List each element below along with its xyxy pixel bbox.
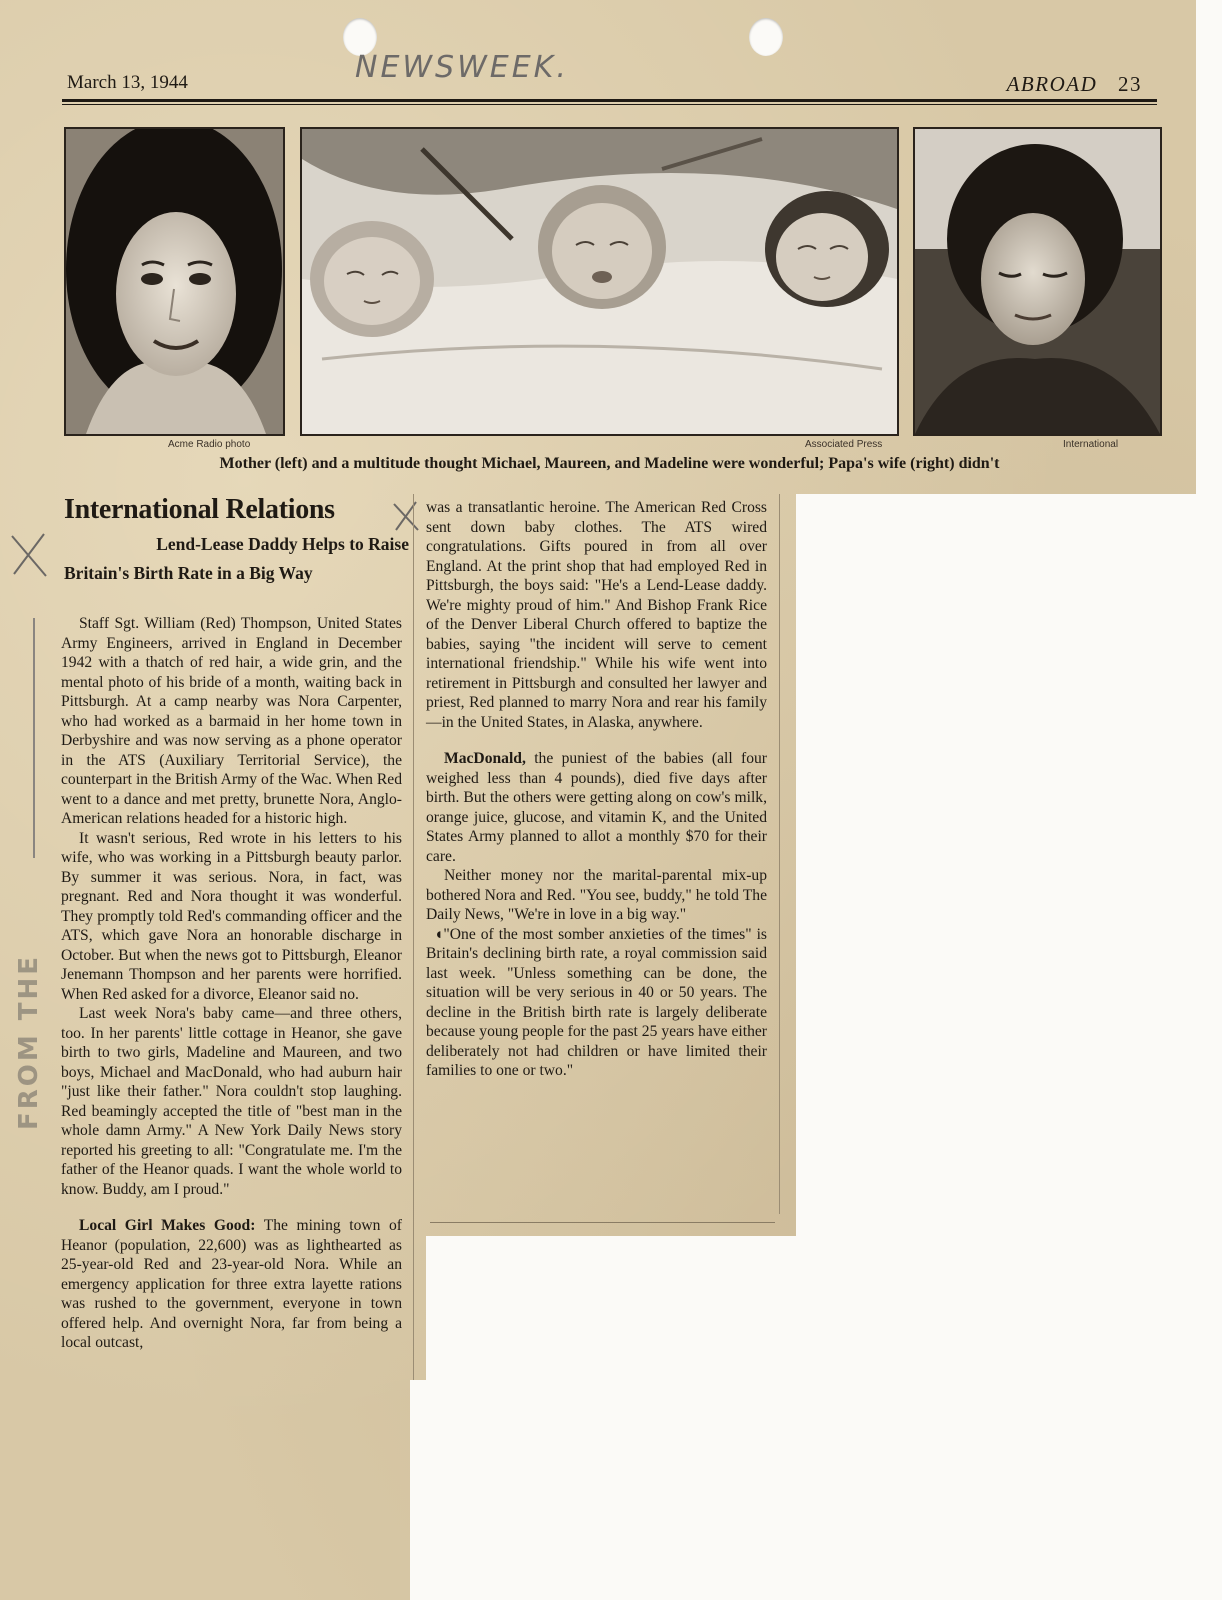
rubber-stamp: FROM THE bbox=[14, 953, 44, 1130]
section-name: ABROAD bbox=[1006, 72, 1098, 96]
paragraph: Staff Sgt. William (Red) Thompson, United States Army Engineers, arrived in England in December 1942 with a thatch of red hair, a wide grin, and the mental photo of his bride of a month, waiting back in Pittsburgh. At a camp nearby was Nora Carpenter, who had worked as a barmaid in her home town in Derbyshire and was now serving as a phone operator in the ATS (Auxiliary Territorial Service), the counterpart in the British Army of the Wac. When Red went to a dance and met pretty, brunette Nora, Anglo-American relations headed for a historic high. bbox=[61, 615, 402, 827]
photo-credit-center: Associated Press bbox=[805, 439, 883, 450]
mother-portrait-image bbox=[66, 129, 283, 434]
photo-credit-right: International bbox=[1063, 439, 1119, 450]
handwritten-note: NEWSWEEK. bbox=[355, 50, 569, 85]
paragraph: Last week Nora's baby came—and three others, too. In her parents' little cottage in Heanor, she gave birth to two girls, Madeline and Maureen, and two boys, Michael and MacDonald, who had auburn hair "just like their father." Nora couldn't stop laughing. Red beamingly accepted the title of "best man in the whole damn Army." A New York Daily News story reported his greeting to all: "Congratulate me. I'm the father of the Heanor quads. I want the whole world to know. Buddy, am I proud." bbox=[61, 1005, 402, 1198]
column-divider bbox=[413, 494, 414, 1394]
paragraph: Neither money nor the marital-parental mix-up bothered Nora and Red. "You see, buddy," he told The Daily News, "We're in love in a big way." bbox=[426, 867, 767, 923]
wife-portrait-image bbox=[915, 129, 1160, 434]
photo-credit-left: Acme Radio photo bbox=[168, 439, 251, 450]
header-rule-thick bbox=[62, 99, 1157, 102]
photo-caption: Mother (left) and a multitude thought Michael, Maureen, and Madeline were wonderful; Papa's wife (right) didn't bbox=[219, 455, 1000, 472]
photo-mother bbox=[64, 127, 285, 436]
pencil-x-mark-headline bbox=[392, 500, 420, 532]
photo-wife bbox=[913, 127, 1162, 436]
paragraph bbox=[426, 749, 767, 866]
paragraph bbox=[61, 1216, 402, 1353]
cutout-bottom-left-edge bbox=[410, 1380, 426, 1600]
cutout-bottom bbox=[426, 1236, 1222, 1600]
babies-image bbox=[302, 129, 897, 434]
paragraph-text: the puniest of the babies (all four weighed less than 4 pounds), died five days after birth. But the others were getting along on cow's milk, orange juice, glucose, and vitamin K, and the United States Army planned to allot a monthly $70 for their care. bbox=[426, 750, 767, 865]
article-subhead-line2: Britain's Birth Rate in a Big Way bbox=[64, 563, 313, 583]
paragraph-lead: Local Girl Makes Good: bbox=[79, 1217, 256, 1234]
pencil-x-mark-margin bbox=[8, 530, 50, 580]
article-column-1 bbox=[61, 614, 402, 1353]
header-rule-thin bbox=[62, 104, 1157, 105]
article-column-2 bbox=[426, 498, 767, 1081]
column-divider bbox=[779, 494, 780, 1214]
margin-right-edge bbox=[1196, 0, 1222, 494]
punch-hole-right bbox=[749, 18, 783, 56]
paragraph: ◖"One of the most somber anxieties of the times" is Britain's declining birth rate, a royal commission said last week. "Unless something can be done, the situation will be very serious in 40 or 50 years. The decline in the British birth rate is largely deliberate because young people for the past 25 years have either deliberately not had children or have limited their families to one or two." bbox=[426, 925, 767, 1079]
column-end-rule bbox=[430, 1222, 775, 1223]
paragraph-text: The mining town of Heanor (population, 22,600) was as lighthearted as 25-year-old Red and 23-year-old Nora. While an emergency application for three extra layette rations was rushed to the government, everyone in town offered help. And overnight Nora, far from being a local outcast, bbox=[61, 1217, 402, 1351]
pencil-margin-line bbox=[33, 618, 35, 858]
photo-babies bbox=[300, 127, 899, 436]
paragraph-lead: MacDonald, bbox=[444, 750, 526, 767]
section-title bbox=[1007, 72, 1142, 97]
page-number: 23 bbox=[1118, 72, 1142, 96]
paragraph: was a transatlantic heroine. The American Red Cross sent down baby clothes. The ATS wired congratulations. Gifts poured in from all over England. At the print shop that had employed Red in Pittsburgh, the boys said: "He's a Lend-Lease daddy. We're mighty proud of him." And Bishop Frank Rice of the Denver Liberal Church offered to baptize the babies, saying "the incident will serve to cement international friendship." While his wife went into retirement in Pittsburgh and consulted her lawyer and priest, Red planned to marry Nora and rear his family—in the United States, in Alaska, anywhere. bbox=[426, 499, 767, 731]
article-headline: International Relations bbox=[64, 494, 335, 525]
paragraph: It wasn't serious, Red wrote in his letters to his wife, who was working in a Pittsburgh beauty parlor. By summer it was serious. Nora, in fact, was pregnant. Red and Nora thought it was wonderful. They promptly told Red's commanding officer and the ATS, which gave Nora an honorable discharge in October. But when the news got to Pittsburgh, Eleanor Jenemann Thompson and her parents were horrified. When Red asked for a divorce, Eleanor said no. bbox=[61, 829, 402, 1003]
issue-date: March 13, 1944 bbox=[67, 72, 188, 93]
article-subhead-line1: Lend-Lease Daddy Helps to Raise bbox=[156, 534, 409, 554]
